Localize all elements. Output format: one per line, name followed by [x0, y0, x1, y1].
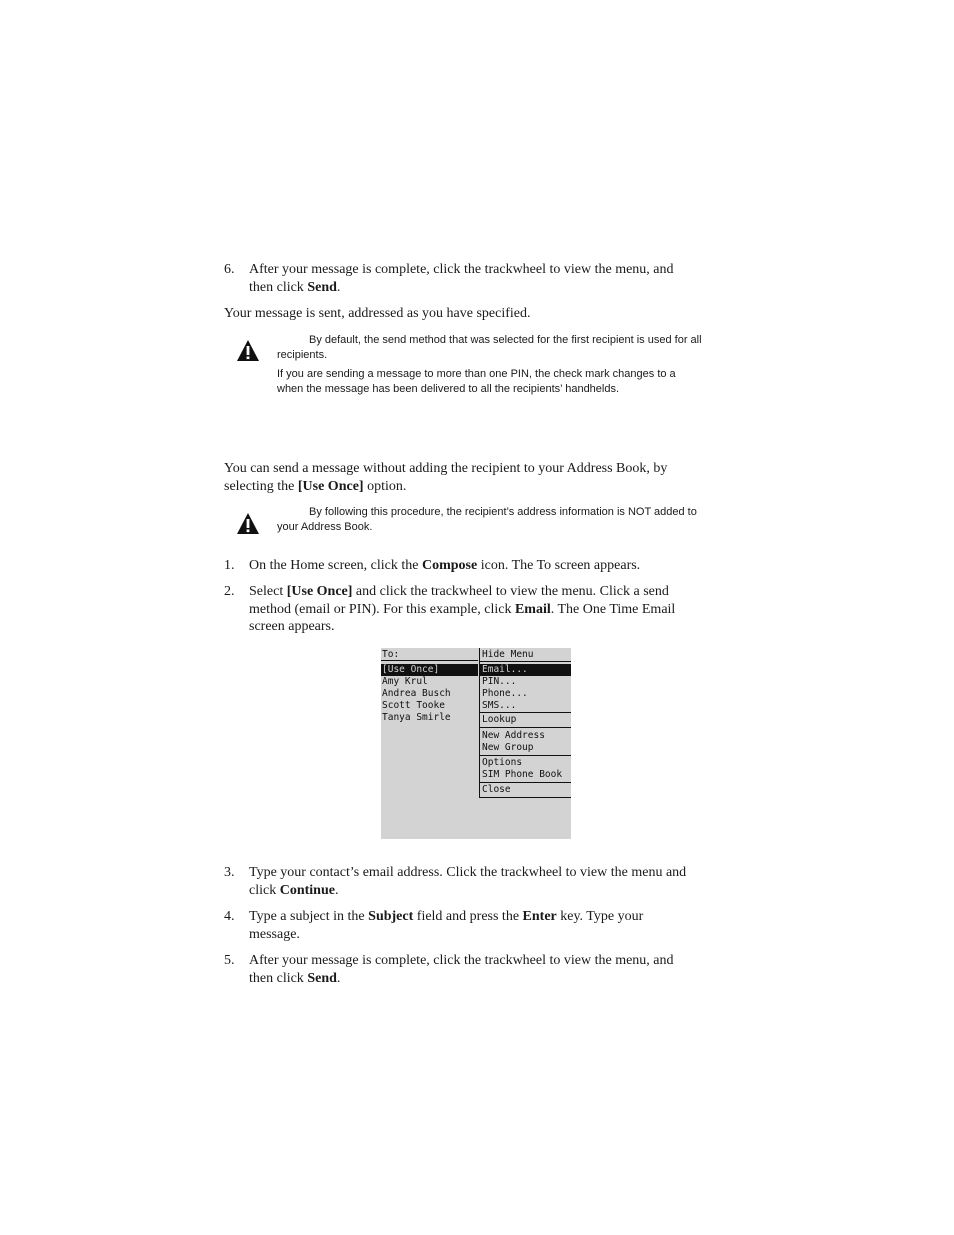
text-fragment: then click	[249, 970, 308, 986]
step-number: 5.	[224, 953, 235, 968]
step-1-text	[249, 557, 734, 575]
step-4-line-1	[249, 908, 734, 926]
menu-item-options[interactable]: Options	[482, 757, 523, 768]
contact-item[interactable]: Amy Krul	[382, 676, 428, 687]
text-fragment: then click	[249, 279, 308, 295]
menu-bottom-border	[480, 797, 571, 798]
menu-item-sms[interactable]: SMS...	[482, 700, 517, 711]
step-4-text	[249, 908, 734, 943]
step-3-text	[249, 864, 734, 899]
menu-item-hide-menu[interactable]: Hide Menu	[482, 649, 534, 660]
menu-divider	[480, 755, 571, 756]
step-number: 4.	[224, 909, 235, 924]
step-3-line-2	[249, 882, 734, 900]
menu-divider	[480, 782, 571, 783]
subject-term: Subject	[368, 909, 414, 924]
step-2-line-1	[249, 583, 734, 601]
step-6-line-2	[249, 279, 734, 297]
use-once-term: [Use Once]	[297, 478, 364, 494]
text-fragment: .	[334, 882, 339, 898]
send-term: Send	[307, 279, 337, 295]
note-1-line-3: If you are sending a message to more than one PIN, the check mark changes to a	[277, 368, 676, 380]
note-1-line-2: recipients.	[277, 349, 328, 361]
menu-item-lookup[interactable]: Lookup	[482, 714, 517, 725]
note-1-line-4: when the message has been delivered to all the recipients’ handhelds.	[277, 383, 620, 395]
text-fragment: option.	[363, 478, 407, 494]
divider	[381, 660, 478, 661]
step-1-line-1	[249, 557, 734, 575]
step-number: 3.	[224, 865, 235, 880]
intro-line-2	[224, 478, 734, 496]
menu-item-pin[interactable]: PIN...	[482, 676, 517, 687]
use-once-term: [Use Once]	[286, 584, 353, 599]
menu-item-phone[interactable]: Phone...	[482, 688, 528, 699]
text-fragment: key. Type your	[556, 909, 644, 924]
menu-item-email[interactable]: Email...	[480, 664, 571, 676]
step-number: 6.	[224, 262, 235, 277]
step-3-line-1: Type your contact’s email address. Click the trackwheel to view the menu and	[249, 865, 687, 880]
text-fragment: method (email or PIN). For this example, click	[249, 601, 515, 617]
menu-item-new-group[interactable]: New Group	[482, 742, 534, 753]
step-2-line-2	[249, 601, 734, 619]
email-term: Email	[514, 601, 551, 617]
step-5-text	[249, 952, 734, 987]
step-2-text	[249, 583, 734, 636]
menu-divider	[480, 661, 571, 662]
step-2-line-3: screen appears.	[249, 619, 335, 634]
contact-item[interactable]: Scott Tooke	[382, 700, 445, 711]
step-number: 2.	[224, 584, 235, 599]
continue-term: Continue	[279, 882, 335, 898]
step-6-line-1: After your message is complete, click the trackwheel to view the menu, and	[249, 262, 674, 277]
step-6-text	[249, 261, 734, 296]
sent-confirmation-text: Your message is sent, addressed as you have specified.	[224, 306, 531, 321]
compose-term: Compose	[422, 558, 478, 573]
step-4-line-2: message.	[249, 926, 300, 942]
note-2-line-2: your Address Book.	[277, 521, 373, 533]
step-5-line-2	[249, 970, 734, 988]
note-1-line-1: By default, the send method that was selected for the first recipient is used for all	[309, 334, 702, 346]
note-2-line-1: By following this procedure, the recipient’s address information is NOT added to	[309, 506, 697, 518]
text-fragment: icon. The To screen appears.	[477, 558, 641, 573]
enter-term: Enter	[522, 909, 557, 924]
device-screenshot	[381, 648, 571, 839]
menu-divider	[480, 712, 571, 713]
step-5-line-1: After your message is complete, click the trackwheel to view the menu, and	[249, 953, 674, 968]
text-fragment: .	[336, 279, 341, 295]
to-label: To:	[382, 649, 400, 660]
text-fragment: and click the trackwheel to view the menu. Click a send	[352, 584, 669, 599]
warning-icon	[236, 512, 260, 536]
menu-item-close[interactable]: Close	[482, 784, 511, 795]
text-fragment: Select	[249, 584, 287, 599]
text-fragment: .	[336, 970, 341, 986]
send-term: Send	[307, 970, 337, 986]
contact-item-use-once[interactable]: [Use Once]	[381, 664, 478, 676]
menu-item-sim-phone-book[interactable]: SIM Phone Book	[482, 769, 563, 780]
intro-paragraph	[224, 460, 734, 495]
menu-item-new-address[interactable]: New Address	[482, 730, 545, 741]
text-fragment: . The One Time Email	[550, 601, 676, 617]
menu-divider	[480, 727, 571, 728]
contact-item[interactable]: Tanya Smirle	[382, 712, 451, 723]
intro-line-1: You can send a message without adding the recipient to your Address Book, by	[224, 461, 668, 476]
text-fragment: Type a subject in the	[249, 909, 369, 924]
text-fragment: field and press the	[413, 909, 523, 924]
warning-icon	[236, 339, 260, 363]
text-fragment: On the Home screen, click the	[249, 558, 422, 573]
contact-item[interactable]: Andrea Busch	[382, 688, 451, 699]
text-fragment: selecting the	[224, 478, 298, 494]
step-number: 1.	[224, 558, 235, 573]
text-fragment: click	[249, 882, 280, 898]
